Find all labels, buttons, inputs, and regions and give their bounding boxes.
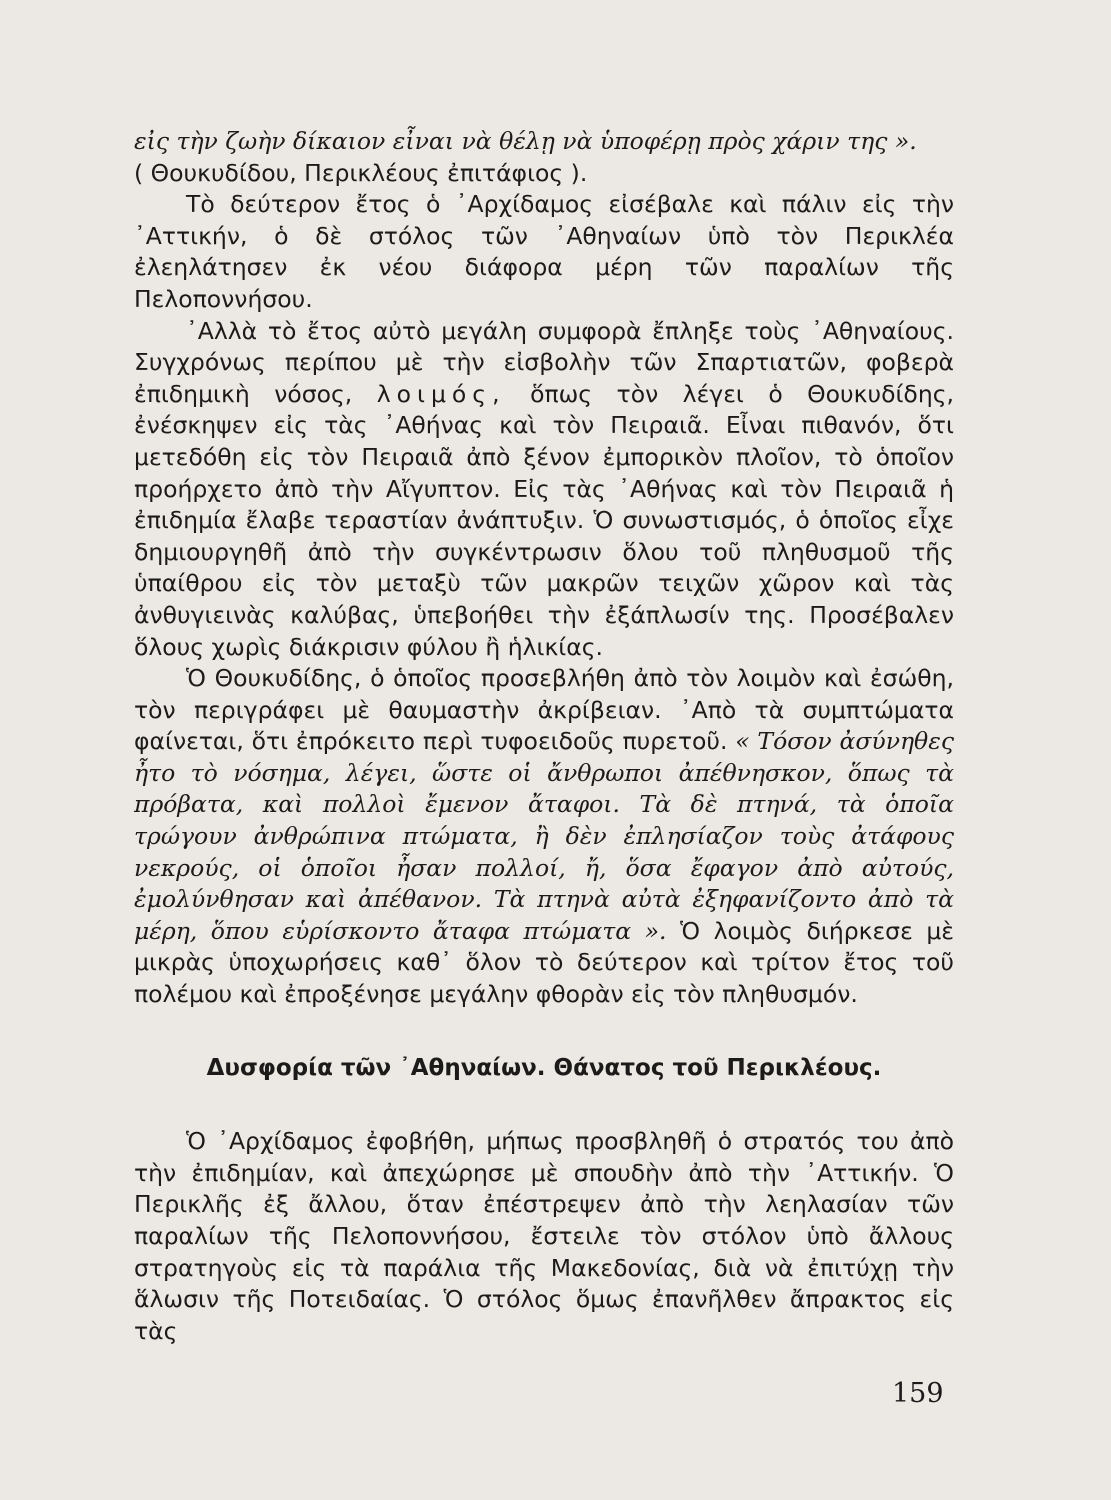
paragraph-3	[134, 663, 954, 1011]
paragraph-1: Τὸ δεύτερον ἔτος ὁ ᾿Αρχίδαμος εἰσέβαλε καὶ πάλιν εἰς τὴν ᾿Αττικήν, ὁ δὲ στόλος τῶν ᾿Αθηναίων ὑπὸ τὸν Περικλέα ἐλεηλάτησεν ἐκ νέου διάφορα μέρη τῶν παραλίων τῆς Πελοποννήσου.	[134, 190, 954, 313]
paragraph-4: Ὁ ᾿Αρχίδαμος ἐφοβήθη, μήπως προσβληθῆ ὁ στρατός του ἀπὸ τὴν ἐπιδημίαν, καὶ ἀπεχώρησε μὲ σπουδὴν ἀπὸ τὴν ᾿Αττικήν. Ὁ Περικλῆς ἐξ ἄλλου, ὅταν ἐπέστρεψεν ἀπὸ τὴν λεηλασίαν τῶν παραλίων τῆς Πελοποννήσου, ἔστειλε τὸν στόλον ὑπὸ ἄλλους στρατηγοὺς εἰς τὰ παράλια τῆς Μακεδονίας, διὰ νὰ ἐπιτύχῃ τὴν ἅλωσιν τῆς Ποτειδαίας. Ὁ στόλος ὅμως ἐπανῆλθεν ἄπρακτος εἰς τὰς	[134, 1127, 954, 1345]
page-number: 159	[892, 1378, 944, 1409]
citation: ( Θουκυδίδου, Περικλέους ἐπιτάφιος ).	[134, 158, 588, 187]
paragraph-2	[134, 316, 954, 664]
paragraph-2-part-a: ᾿Αλλὰ τὸ ἔτος αὐτὸ μεγάλη συμφορὰ ἔπληξε τοὺς ᾿Αθηναίους. Συγχρόνως περίπου μὲ τὴν εἰσβολὴν τῶν Σπαρτιατῶν, φοβερὰ ἐπιδημικὴ νόσος,	[134, 316, 954, 408]
emphasized-word: λοιμός,	[376, 379, 506, 408]
section-heading: Δυσφορία τῶν ᾿Αθηναίων. Θάνατος τοῦ Περικλέους.	[206, 1054, 882, 1081]
page-text	[134, 126, 954, 1347]
paragraph-3-part-b: Ὁ λοιμὸς διήρκεσε μὲ μικρὰς ὑποχωρήσεις καθ᾿ ὅλον τὸ δεύτερον καὶ τρίτον ἔτος τοῦ πολέμου καὶ ἐπροξένησε μεγάλην φθορὰν εἰς τὸν πληθυσμόν.	[134, 916, 954, 1009]
paragraph-2-part-b: ὅπως τὸν λέγει ὁ Θουκυδίδης, ἐνέσκηψεν εἰς τὰς ᾿Αθήνας καὶ τὸν Πειραιᾶ. Εἶναι πιθανόν, ὅτι μετεδόθη εἰς τὸν Πειραιᾶ ἀπὸ ξένον ἐμπορικὸν πλοῖον, τὸ ὁποῖον προήρχετο ἀπὸ τὴν Αἴγυπτον. Εἰς τὰς ᾿Αθήνας καὶ τὸν Πειραιᾶ ἡ ἐπιδημία ἔλαβε τεραστίαν ἀνάπτυξιν. Ὁ συνωστισμός, ὁ ὁποῖος εἶχε δημιουργηθῆ ἀπὸ τὴν συγκέντρωσιν ὅλου τοῦ πληθυσμοῦ τῆς ὑπαίθρου εἰς τὸν μεταξὺ τῶν μακρῶν τειχῶν χῶρον καὶ τὰς ἀνθυγιεινὰς καλύβας, ὑπεβοήθει τὴν ἐξάπλωσίν της. Προσέβαλεν ὅλους χωρὶς διάκρισιν φύλου ἢ ἡλικίας.	[134, 379, 954, 661]
thucydides-quote: « Τόσον ἀσύνηθες ἦτο τὸ νόσημα, λέγει, ὥστε οἱ ἄνθρωποι ἀπέθνησκον, ὅπως τὰ πρόβατα, καὶ πολλοὶ ἔμενον ἄταφοι. Τὰ δὲ πτηνά, τὰ ὁποῖα τρώγουν ἀνθρώπινα πτώματα, ἢ δὲν ἐπλησίαζον τοὺς ἀτάφους νεκρούς, οἱ ὁποῖοι ἦσαν πολλοί, ἤ, ὅσα ἔφαγον ἀπὸ αὐτούς, ἐμολύνθησαν καὶ ἀπέθανον. Τὰ πτηνὰ αὐτὰ ἐξηφανίζοντο ἀπὸ τὰ μέρη, ὅπου εὑρίσκοντο ἄταφα πτώματα ».	[134, 727, 954, 945]
paragraph-3-part-a: Ὁ Θουκυδίδης, ὁ ὁποῖος προσεβλήθη ἀπὸ τὸν λοιμὸν καὶ ἐσώθη, τὸν περιγράφει μὲ θαυμαστὴν ἀκρίβειαν. ᾿Απὸ τὰ συμπτώματα φαίνεται, ὅτι ἐπρόκειτο περὶ τυφοειδοῦς πυρετοῦ.	[134, 664, 954, 756]
quote-line: εἰς τὴν ζωὴν δίκαιον εἶναι νὰ θέλῃ νὰ ὑποφέρῃ πρὸς χάριν της ».	[134, 127, 917, 155]
